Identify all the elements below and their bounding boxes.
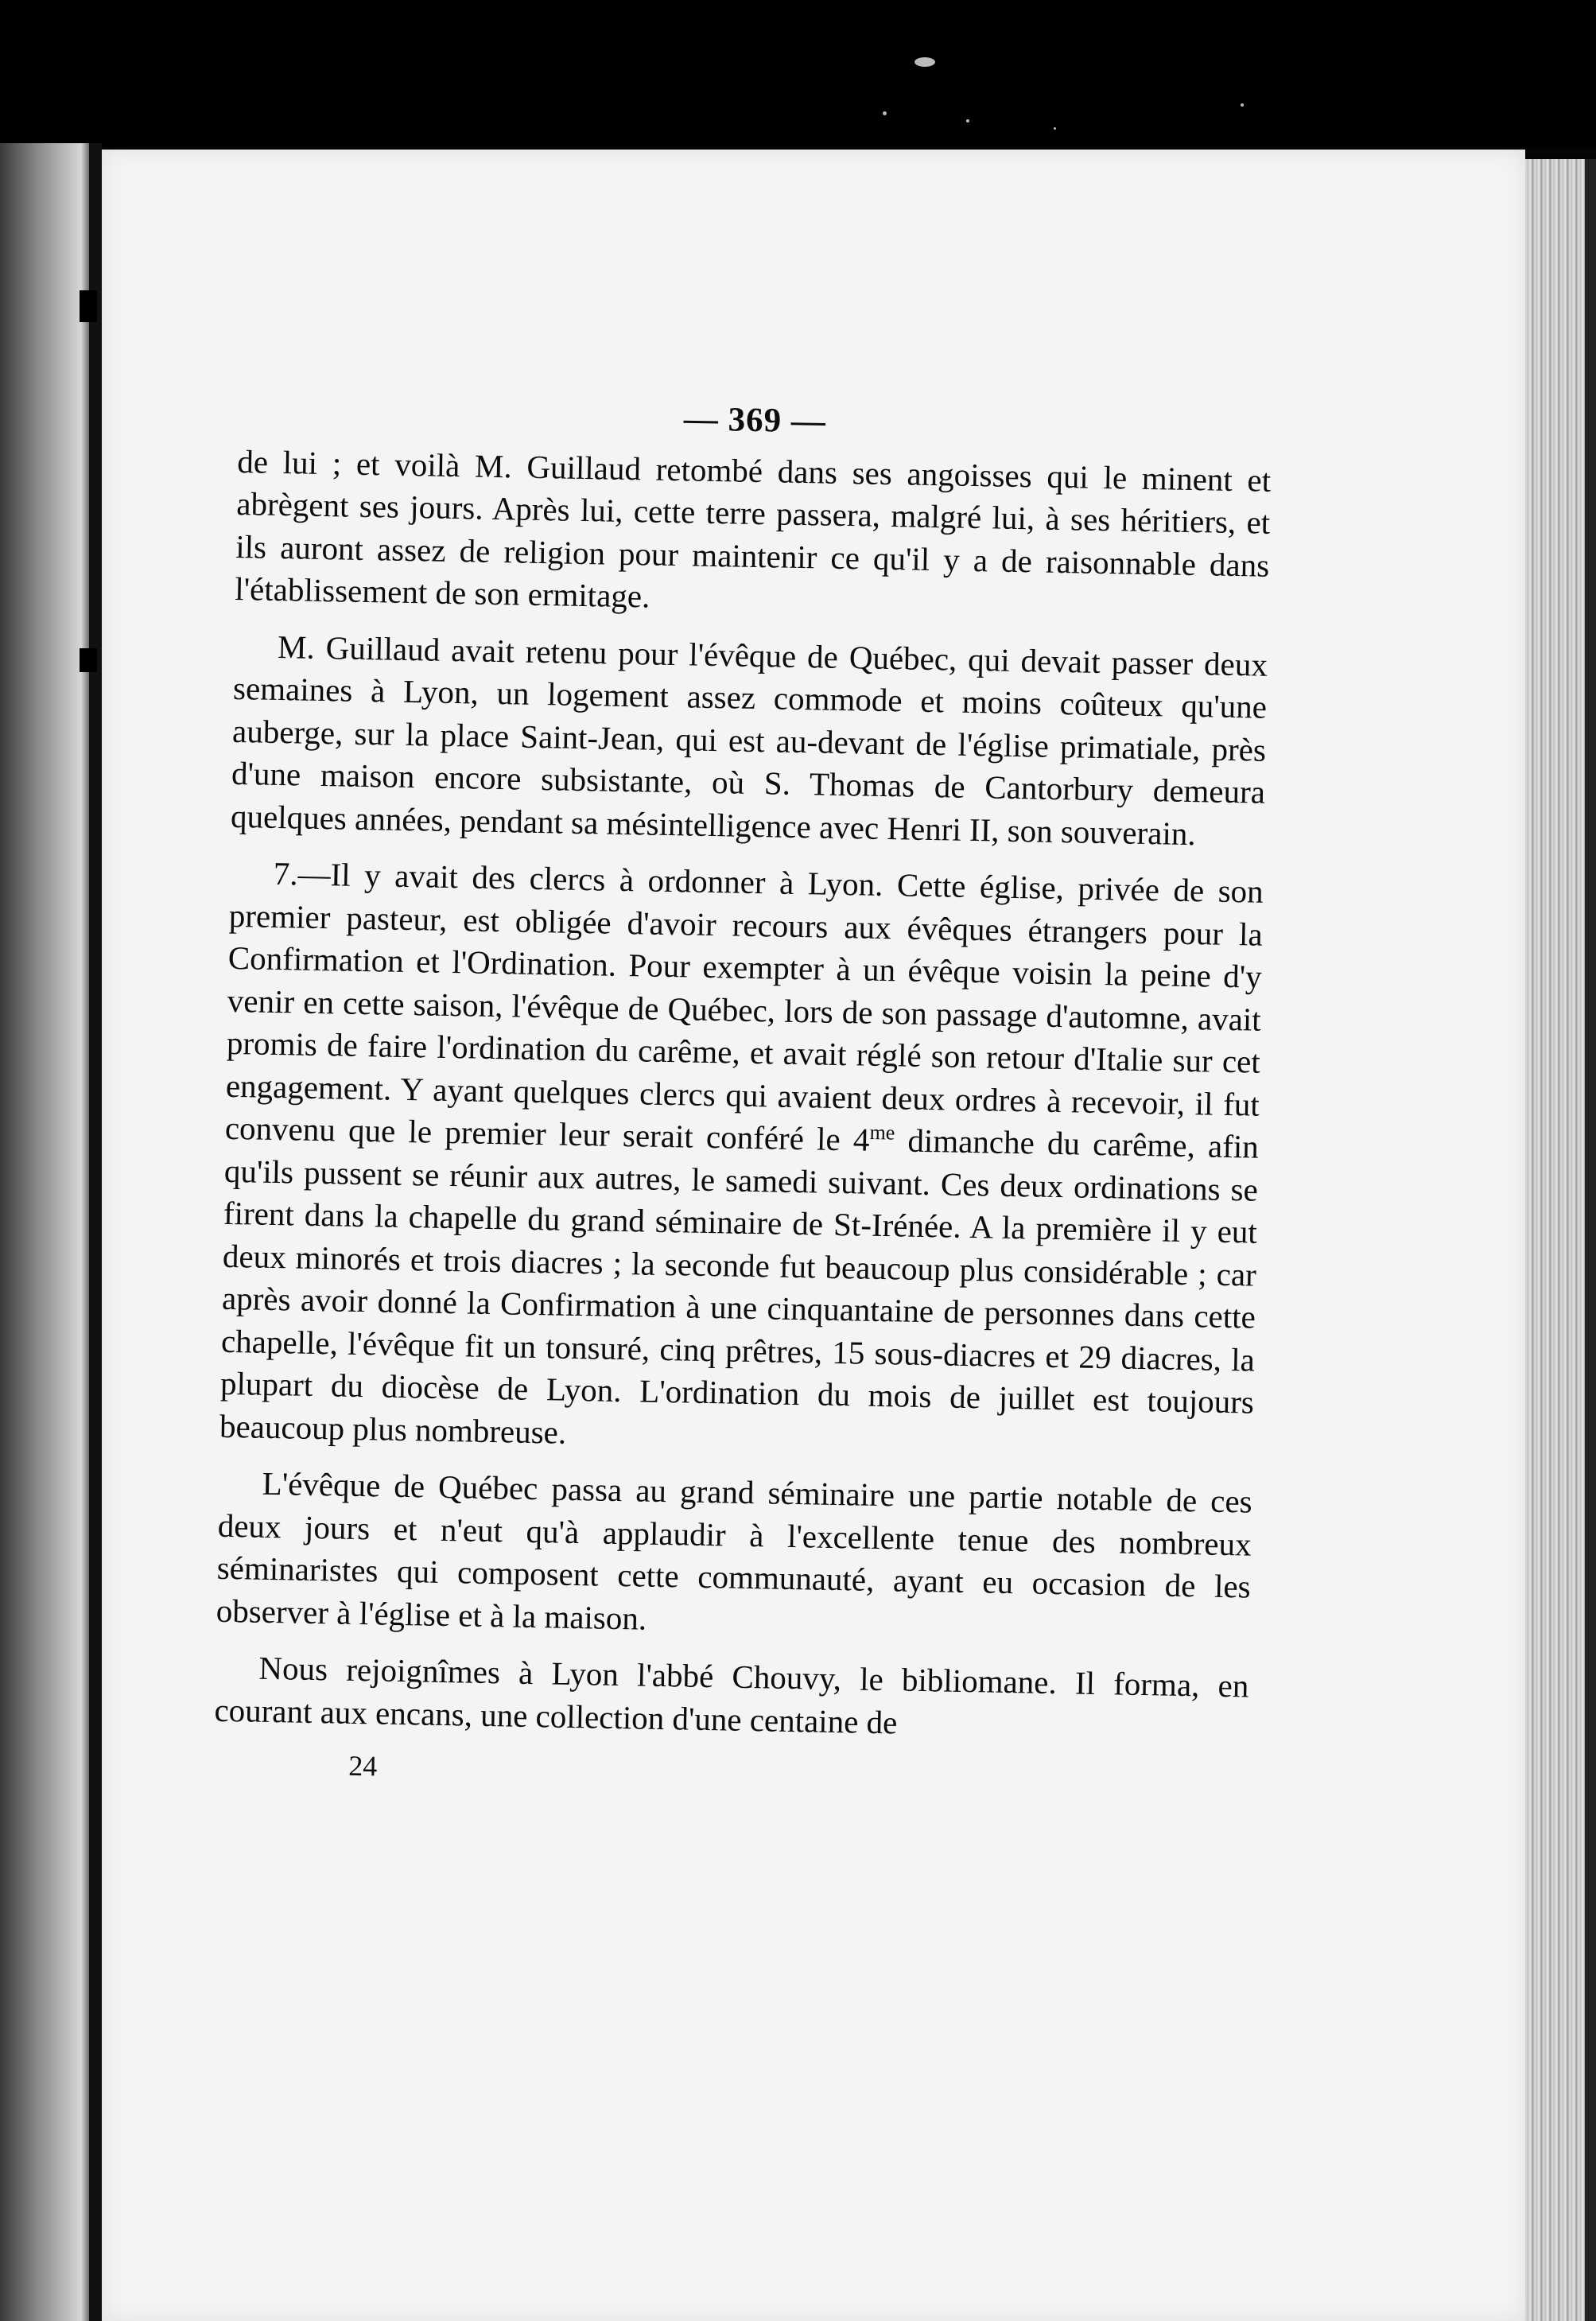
paragraph-3 [219, 852, 1264, 1467]
paragraph-3-text-a: 7.—Il y avait des clercs à ordonner à Lyon. Cette église, privée de son premier pasteur, est obligée d'avoir recours aux évêques étrangers pour la Confirmation et l'Ordination. Pour exempter à un évêque voisin la peine d'y venir en cette saison, l'évêque de Québec, lors de son passage d'automne, avait promis de faire l'ordination du carême, et avait réglé son retour d'Italie sur cet engagement. Y ayant quelques clercs qui avaient deux ordres à recevoir, il fut convenu que le premier leur serait conféré le 4 [224, 854, 1264, 1158]
ordinal-superscript: me [869, 1121, 895, 1145]
gutter-shadow [89, 143, 102, 2321]
previous-page-edge [0, 143, 95, 2321]
binding-mark [80, 290, 97, 322]
paragraph-4: L'évêque de Québec passa au grand séminaire une partie notable de ces deux jours et n'eut qu'à applaudir à l'excellente tenue des nombreux séminaristes qui composent cette communauté, ayant eu occasion de les observer à l'église et à la maison. [216, 1464, 1253, 1637]
dust-speck [914, 57, 935, 67]
binding-mark [80, 648, 97, 672]
paragraph-1: de lui ; et voilà M. Guillaud retombé dans ses angoisses qui le minent et abrègent ses jours. Après lui, cette terre passera, malgré lui, à ses héritiers, et ils auront assez de religion pour maintenir ce qu'il y a de raisonnable dans l'établissement de son ermitage. [234, 442, 1272, 615]
page-number: — 369 — [683, 400, 827, 441]
dust-speck [883, 111, 887, 115]
paragraph-5: Nous rejoignîmes à Lyon l'abbé Chouvy, le bibliomane. Il forma, en courant aux encans, une collection d'une centaine de [214, 1649, 1249, 1740]
signature-mark: 24 [348, 1749, 378, 1783]
page-text [213, 390, 1272, 1804]
dust-speck [1054, 127, 1056, 130]
paragraph-2: M. Guillaud avait retenu pour l'évêque de Québec, qui devait passer deux semaines à Lyon, un logement assez commode et moins coûteux qu'une auberge, sur la place Saint-Jean, qui est au-devant de l'église primatiale, près d'une maison encore subsistante, où S. Thomas de Cantorbury demeura quelques années, pendant sa mésintelligence avec Henri II, son souverain. [230, 628, 1268, 852]
dust-speck [1241, 103, 1244, 107]
paragraph-3-text-b: dimanche du carême, afin qu'ils pussent se réunir aux autres, le samedi suivant. Ces deux ordinations se firent dans la chapelle du grand séminaire de St-Irénée. A la première il y eut deux minorés et trois diacres ; la seconde fut beaucoup plus considérable ; car après avoir donné la Confirmation à une cinquantaine de personnes dans cette chapelle, l'évêque fit un tonsuré, cinq prêtres, 15 sous-diacres et 29 diacres, la plupart du diocèse de Lyon. L'ordination du mois de juillet est toujours beaucoup plus nombreuse. [219, 1122, 1260, 1451]
scan-background-top [0, 0, 1596, 147]
dust-speck [966, 119, 969, 122]
